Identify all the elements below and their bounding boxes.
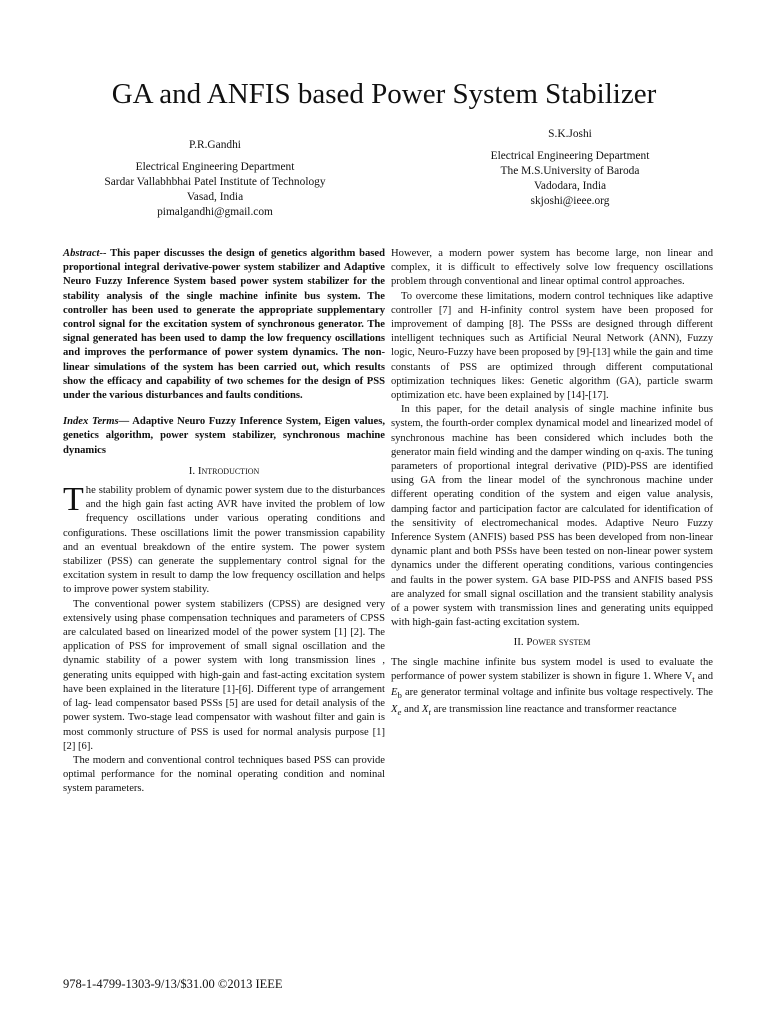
text-fragment: The single machine infinite bus system model is used to evaluate the performance of power system stabilizer is shown in figure 1. Where V (391, 656, 713, 682)
symbol: X (391, 703, 398, 715)
section-heading-introduction: I. Introduction (188, 464, 260, 477)
subscript: t (692, 674, 695, 684)
paper-title: GA and ANFIS based Power System Stabilizer (111, 78, 657, 110)
intro-paragraph-1-text: he stability problem of dynamic power system due to the disturbances and the high gain fast acting AVR have invited the problem of low frequency oscillations under various operating conditions and configurations. These oscillations limit the power transmission capability and an eventual breakdown of the entire system. The power system stabilizer (PSS) can generate the supplementary control signal for the excitation system in result to damp the low frequency oscillation and helps to improve power system stability. (63, 485, 385, 596)
author-institution: Sardar Vallabhbhai Patel Institute of Technology (104, 176, 326, 188)
drop-cap: T (63, 481, 84, 519)
abstract-text: This paper discusses the design of genetics algorithm based proportional integral derivative-power system stabilizer and Adaptive Neuro Fuzzy Inference System based power system stabilizer for the stability analysis of the single machine infinite bus system. The controller has been used to generate the appropriate supplementary control signal for the excitation system of synchronous generator. The signal generated has been used to damp the low frequency oscillations and improves the performance of power system dynamics. The non- linear simulations of the system has been carried out, which results show the efficacy and capability of two schemes for the design of PSS under the various disturbances and faults conditions. (63, 248, 385, 402)
intro-paragraph-5: To overcome these limitations, modern control techniques like adaptive controller [7] and H-infinity control system have been proposed for improvement of damping [8]. The PSSs are designed through different intelligent techniques such as Artificial Neural Network (ANN), Fuzzy logic, Neuro-Fuzzy have been proposed by [9]-[13] while the gain and time constants of PSS are optimized through different computational optimization techniques likes: Genetic algorithm (GA), particle swarm optimization etc. have been explained by [14]-[17]. (391, 290, 713, 402)
intro-paragraph-4: However, a modern power system has become large, non linear and complex, it is difficult to effectively solve low frequency oscillations problem through conventional and linear optimal control approaches. (391, 248, 713, 288)
text-fragment: and (401, 703, 422, 715)
section-heading-power-system: II. Power system (513, 636, 591, 649)
author-institution: The M.S.University of Baroda (500, 165, 640, 177)
abstract-label: Abstract-- (63, 248, 107, 259)
index-terms-text: Adaptive Neuro Fuzzy Inference System, Eigen values, genetics algorithm, power system stabilizer, synchronous machine dynamics (63, 416, 385, 456)
subscript: t (428, 706, 431, 717)
author-location: Vadodara, India (533, 180, 607, 192)
author-department: Electrical Engineering Department (135, 161, 295, 173)
symbol: E (391, 687, 398, 699)
power-system-paragraph (391, 656, 713, 719)
subscript: b (397, 690, 402, 701)
index-terms-label: Index Terms— (63, 416, 130, 428)
index-terms (63, 415, 385, 458)
author-name: P.R.Gandhi (189, 139, 241, 151)
author-block-1 (60, 138, 370, 220)
text-fragment: and (694, 670, 713, 682)
abstract (63, 247, 385, 403)
author-email: skjoshi@ieee.org (530, 195, 610, 207)
intro-paragraph-1 (63, 481, 385, 598)
text-fragment: are transmission line reactance and transformer reactance (430, 703, 677, 715)
intro-paragraph-6: In this paper, for the detail analysis of single machine infinite bus system, the fourth-order complex dynamical model and linearized model of synchronous machine has been considered which includes both the generator main field winding and the damper winding on q-axis. The tuning parameters of proportional integral derivative (PID)-PSS are identified using GA from the linear model of the synchronous machine under different operating condition of the system and eigen value analysis, damping factor and participation factor are calculated for identification of the sensitivity of electromechanical modes. Adaptive Neuro Fuzzy Inference System (ANFIS) based PSS has been developed from non-linear dynamic plant and both PSSs have been tested on non-linear power system dynamics under the different operating conditions, various contingencies and faults in the power system. GA base PID-PSS and ANFIS based PSS are analyzed for small signal oscillation and the transient stability analysis of a power system with transmission lines and generating units equipped with high-gain fast-acting excitation system. (391, 404, 713, 629)
author-email: pimalgandhi@gmail.com (157, 206, 273, 218)
copyright-footer: 978-1-4799-1303-9/13/$31.00 ©2013 IEEE (63, 977, 283, 991)
text-fragment: are generator terminal voltage and infinite bus voltage respectively. The (401, 687, 713, 699)
subscript: e (397, 706, 402, 717)
author-name: S.K.Joshi (548, 128, 592, 140)
symbol: X (422, 703, 429, 715)
left-column (63, 247, 385, 797)
intro-paragraph-2: The conventional power system stabilizers (CPSS) are designed very extensively using phase compensation techniques and parameters of CPSS are calculated based on linearized model of the power system [1] [2]. The application of PSS for improvement of small signal oscillation and the dynamic stability of a power system with long transmission lines , generating units equipped with high-gain and fast-acting excitation system have been explained in the literature [1]-[6]. Different type of arrangement of lag- lead compensator based PSSs [5] are used for detail analysis of the power system. Two-stage lead compensator with washout filter and gain is most commonly structure of PSS is used for normal analysis purpose [1] [2] [6]. (63, 598, 385, 752)
intro-paragraph-3: The modern and conventional control techniques based PSS can provide optimal performance for the nominal operating condition and nominal system parameters. (63, 754, 385, 795)
author-department: Electrical Engineering Department (490, 150, 650, 162)
author-block-2 (415, 127, 725, 209)
right-column (391, 247, 713, 719)
author-location: Vasad, India (186, 191, 244, 203)
